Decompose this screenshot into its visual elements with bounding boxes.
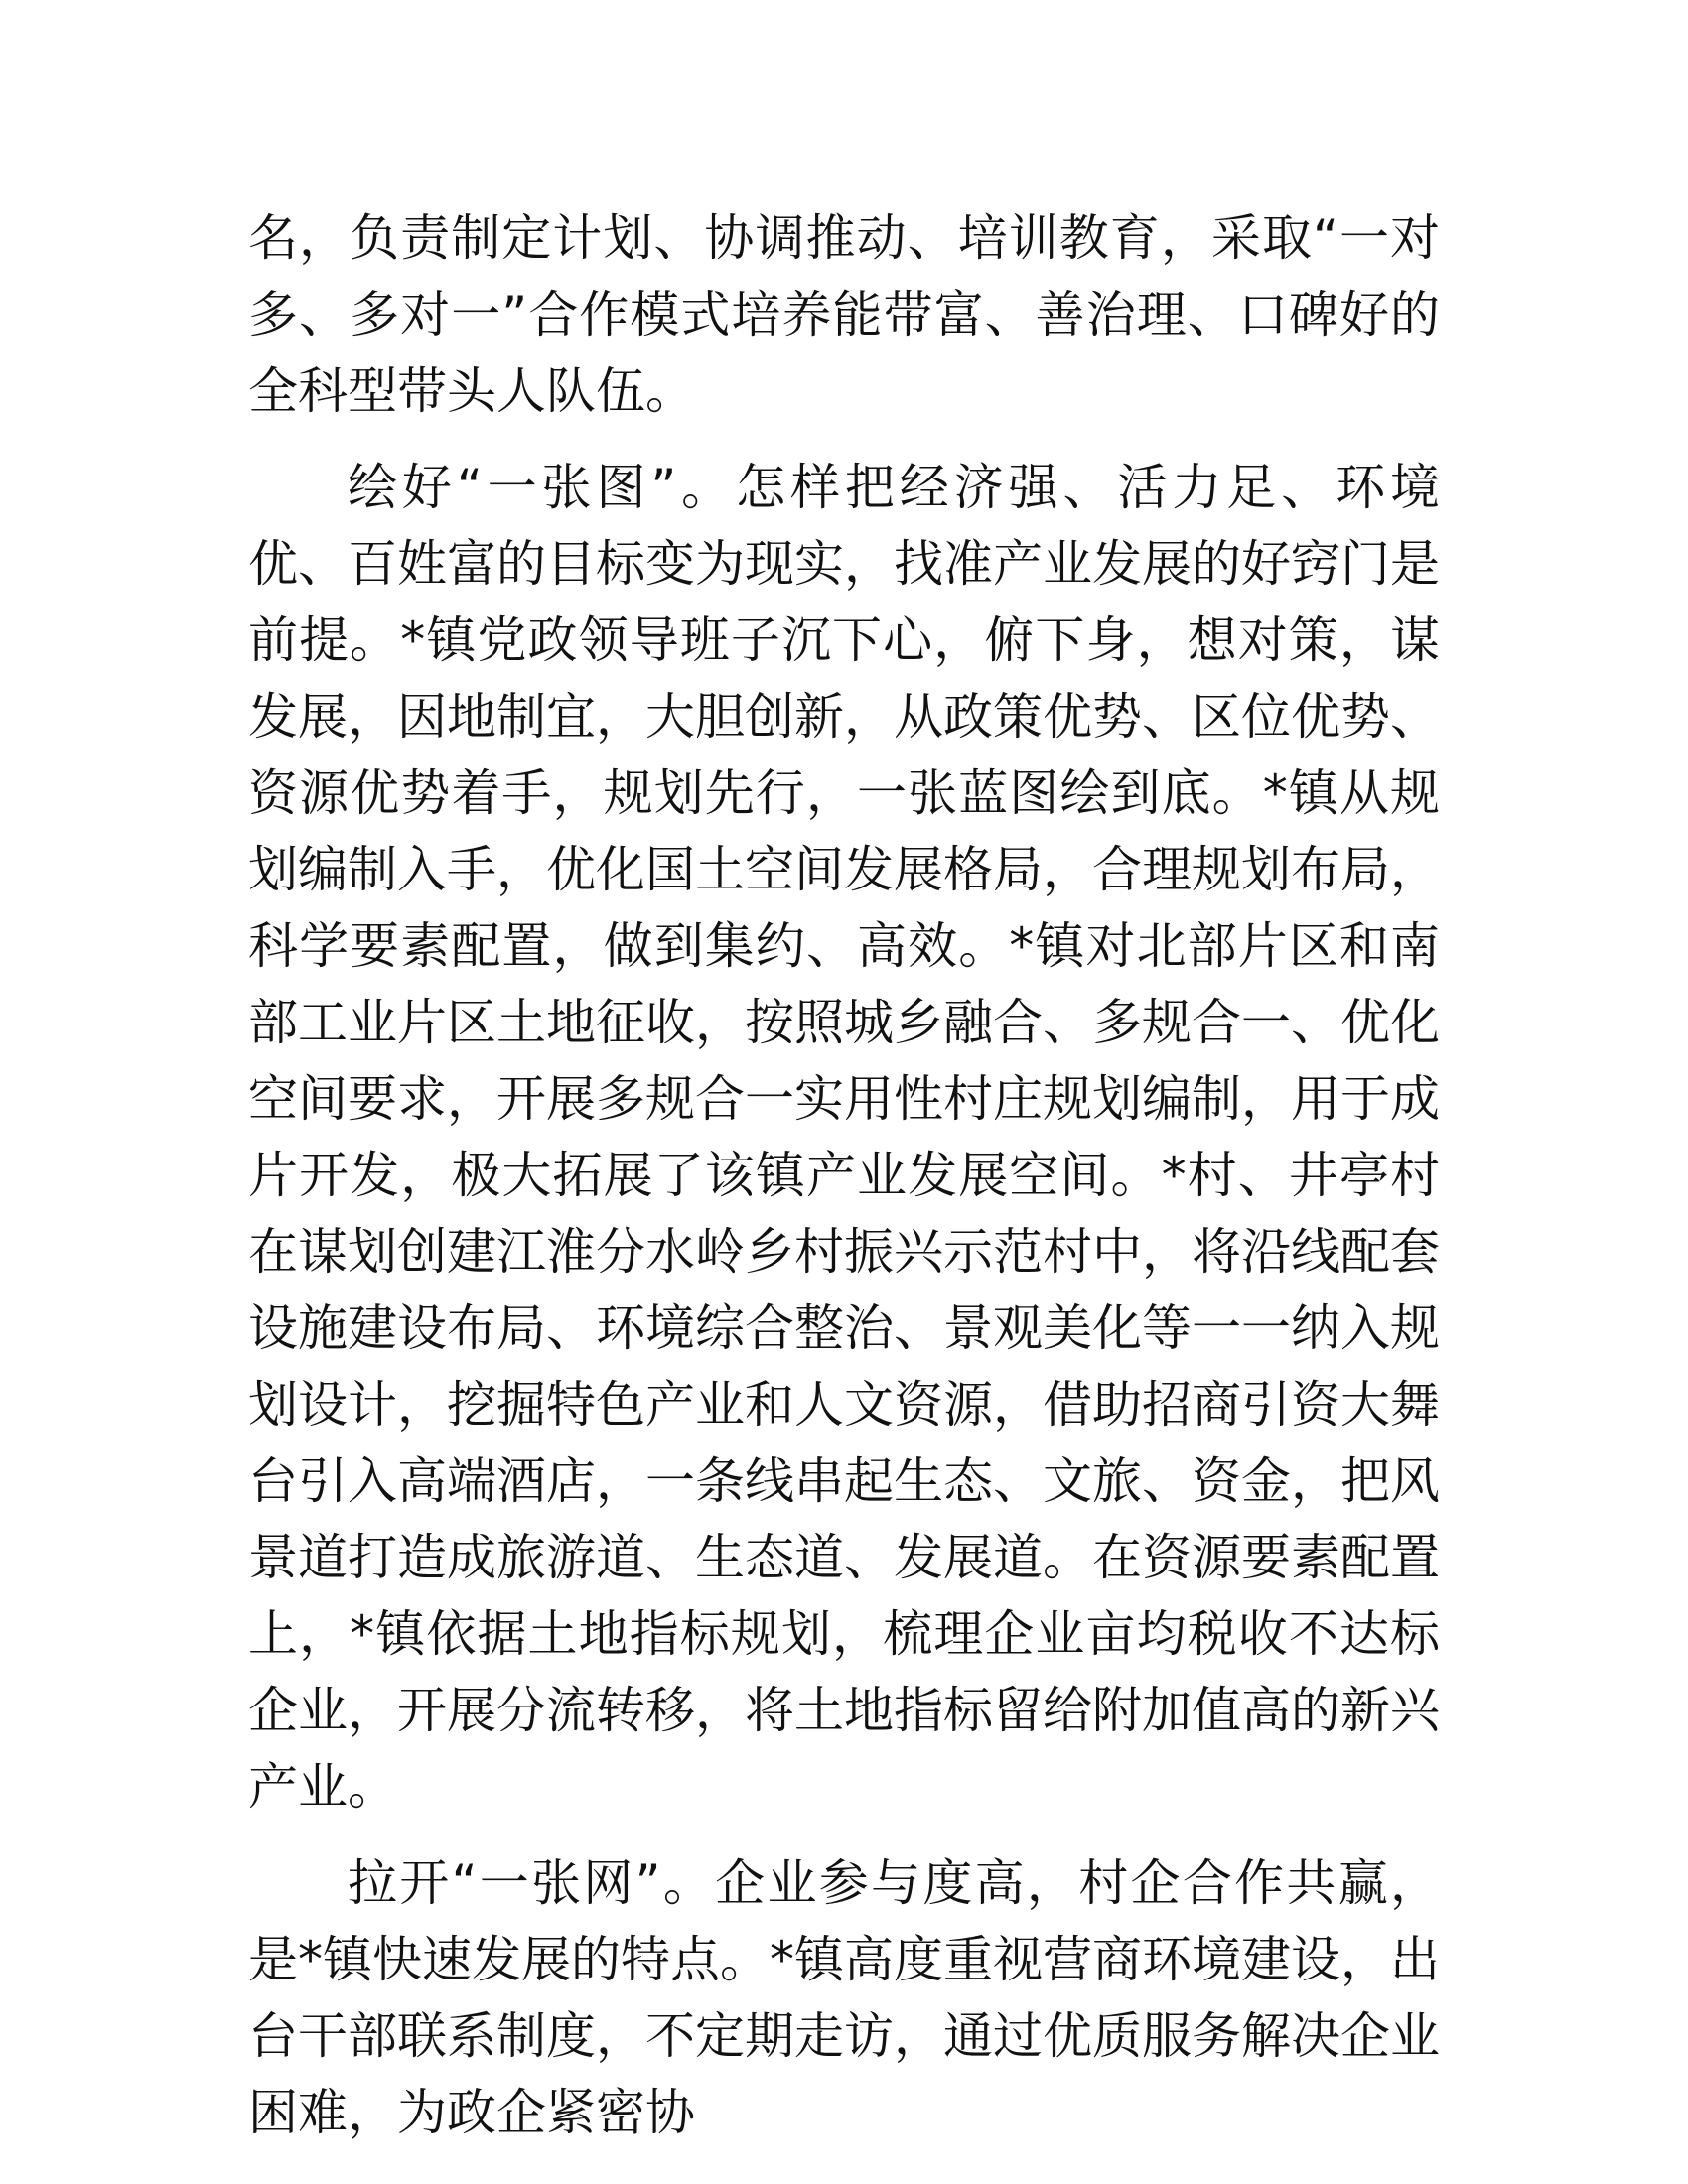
paragraph-continuation: 名，负责制定计划、协调推动、培训教育，采取“一对多、多对一”合作模式培养能带富、善治理、口碑好的全科型带头人队伍。 (248, 209, 1440, 420)
paragraph-one-net: 拉开“一张网”。企业参与度高，村企合作共赢，是*镇快速发展的特点。*镇高度重视营商环境建设，出台干部联系制度，不定期走访，通过优质服务解决企业困难，为政企紧密协 (248, 1854, 1440, 2141)
paragraph-one-map: 绘好“一张图”。怎样把经济强、活力足、环境优、百姓富的目标变为现实，找准产业发展的好窍门是前提。*镇党政领导班子沉下心，俯下身，想对策，谋发展，因地制宜，大胆创新，从政策优势、区位优势、资源优势着手，规划先行，一张蓝图绘到底。*镇从规划编制入手，优化国土空间发展格局，合理规划布局，科学要素配置，做到集约、高效。*镇对北部片区和南部工业片区土地征收，按照城乡融合、多规合一、优化空间要求，开展多规合一实用性村庄规划编制，用于成片开发，极大拓展了该镇产业发展空间。*村、井亭村在谋划创建江淮分水岭乡村振兴示范村中，将沿线配套设施建设布局、环境综合整治、景观美化等一一纳入规划设计，挖掘特色产业和人文资源，借助招商引资大舞台引入高端酒店，一条线串起生态、文旅、资金，把风景道打造成旅游道、生态道、发展道。在资源要素配置上，*镇依据土地指标规划，梳理企业亩均税收不达标企业，开展分流转移，将土地指标留给附加值高的新兴产业。 (248, 459, 1440, 1816)
document-body (248, 201, 1440, 2151)
